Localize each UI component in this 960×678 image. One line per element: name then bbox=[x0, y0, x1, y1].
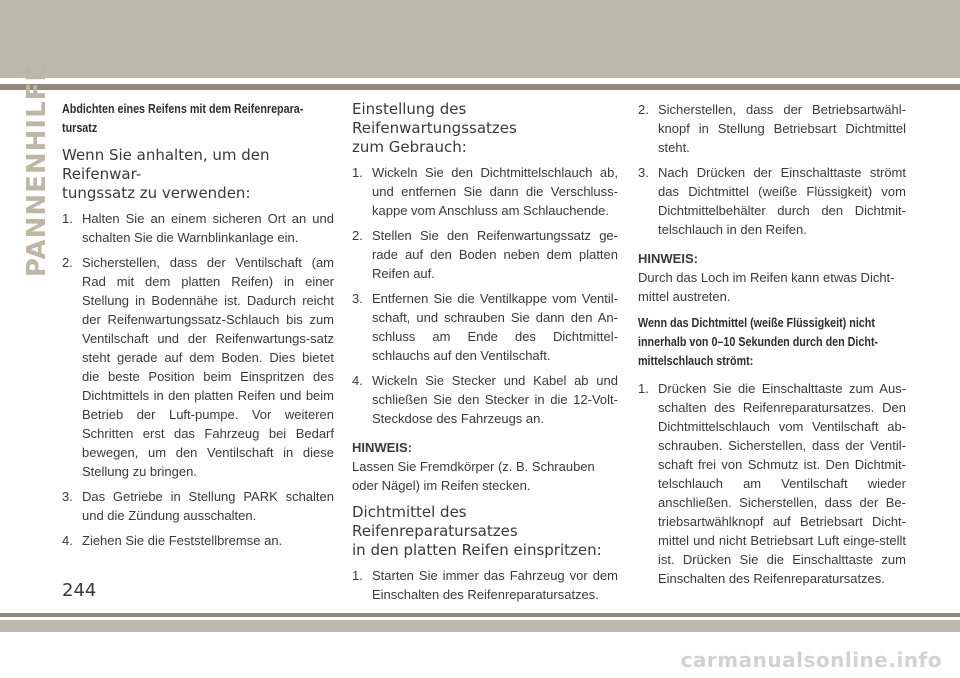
bottom-decorative-band bbox=[0, 620, 960, 632]
list-item: 1. Wickeln Sie den Dichtmittelschlauch ab, und entfernen Sie dann die Verschluss-kappe vom Anschluss am Schlauchende. bbox=[352, 165, 618, 218]
bottom-rule bbox=[0, 613, 960, 617]
watermark: carmanualsonline.info bbox=[680, 648, 942, 672]
note-heading: HINWEIS: bbox=[638, 251, 698, 266]
steps-list-2 bbox=[352, 163, 618, 428]
list-item: 2. Sicherstellen, dass der Ventilschaft (am Rad mit dem platten Reifen) in einer Stellung in Bodennähe ist. Dadurch reicht der Reifenwartungssatz-Schlauch bis zum Ventilschaft und der Reifenwartungs-satz steht gerade auf dem Boden. Dies bietet die beste Position beim Einspritzen des Dichtmittels in den platten Reifen und beim Betrieb der Luft-pumpe. Vor weiteren Schritten erst das Fahrzeug bei Bedarf bewegen, um den Ventilschaft in diese Stellung zu bringen. bbox=[62, 255, 334, 479]
top-rule bbox=[0, 84, 960, 90]
steps-list-1 bbox=[62, 209, 334, 550]
warning-heading: Wenn das Dichtmittel (weiße Flüssigkeit) nicht innerhalb von 0–10 Sekunden durch den Dicht-mittelschlauch strömt: bbox=[638, 316, 879, 368]
page-number: 244 bbox=[62, 580, 97, 601]
column-2 bbox=[352, 100, 618, 610]
subheading-inject-sealant: Dichtmittel des Reifenreparatursatzes in den platten Reifen einspritzen: bbox=[352, 503, 602, 559]
subheading-setup: Einstellung des Reifenwartungssatzes zum Gebrauch: bbox=[352, 100, 517, 156]
steps-list-3-continued bbox=[638, 100, 906, 239]
list-item: 1. Starten Sie immer das Fahrzeug vor dem Einschalten des Reifenreparatursatzes. bbox=[352, 568, 618, 602]
column-1 bbox=[62, 100, 334, 556]
list-item: 3. Das Getriebe in Stellung PARK schalten und die Zündung ausschalten. bbox=[62, 489, 334, 523]
list-item: 2. Sicherstellen, dass der Betriebsartwähl-knopf in Stellung Betriebsart Dichtmittel steht. bbox=[638, 102, 906, 155]
list-item: 3. Nach Drücken der Einschalttaste strömt das Dichtmittel (weiße Flüssigkeit) vom Dichtmittelbehälter durch den Dichtmit-telschlauch in den Reifen. bbox=[638, 165, 906, 237]
top-decorative-band bbox=[0, 0, 960, 78]
section-side-tab bbox=[22, 62, 52, 278]
list-item: 1. Drücken Sie die Einschalttaste zum Aus-schalten des Reifenreparatursatzes. Den Dichtmittelschlauch vom Ventilschaft ab-schrauben. Sicherstellen, dass der Ventil-schaft frei von Schmutz ist. Den Dichtmit-telschlauch am Ventilschaft wieder anschließen. Sicherstellen, dass der Be-triebsartwählknopf auf Betriebsart Dicht-mittel und nicht Betriebsart Luft einge-stellt ist. Drücken Sie die Einschalttaste zum Einschalten des Reifenreparatursatzes. bbox=[638, 381, 906, 586]
steps-list-4 bbox=[638, 379, 906, 588]
list-item: 1. Halten Sie an einem sicheren Ort an und schalten Sie die Warnblinkanlage ein. bbox=[62, 211, 334, 245]
side-tab-label: PANNENHILFE bbox=[22, 62, 52, 278]
list-item: 4. Ziehen Sie die Feststellbremse an. bbox=[62, 533, 283, 548]
list-item: 2. Stellen Sie den Reifenwartungssatz ge-rade auf den Boden neben dem platten Reifen auf. bbox=[352, 228, 618, 281]
note-text: Lassen Sie Fremdkörper (z. B. Schrauben oder Nägel) im Reifen stecken. bbox=[352, 459, 595, 493]
column-3 bbox=[638, 100, 906, 594]
section-heading: Abdichten eines Reifens mit dem Reifenrepara- tursatz bbox=[62, 102, 304, 135]
note-heading: HINWEIS: bbox=[352, 440, 412, 455]
subheading-when-stopping: Wenn Sie anhalten, um den Reifenwar- tungssatz zu verwenden: bbox=[62, 146, 270, 202]
note-text: Durch das Loch im Reifen kann etwas Dicht-mittel austreten. bbox=[638, 270, 895, 304]
steps-list-3 bbox=[352, 566, 618, 604]
list-item: 3. Entfernen Sie die Ventilkappe vom Ventil-schaft, und schrauben Sie dann den An-schluss am Ende des Dichtmittel-schlauchs auf den Ventilschaft. bbox=[352, 291, 618, 363]
list-item: 4. Wickeln Sie Stecker und Kabel ab und schließen Sie den Stecker in die 12-Volt-Steckdose des Fahrzeugs an. bbox=[352, 373, 618, 426]
